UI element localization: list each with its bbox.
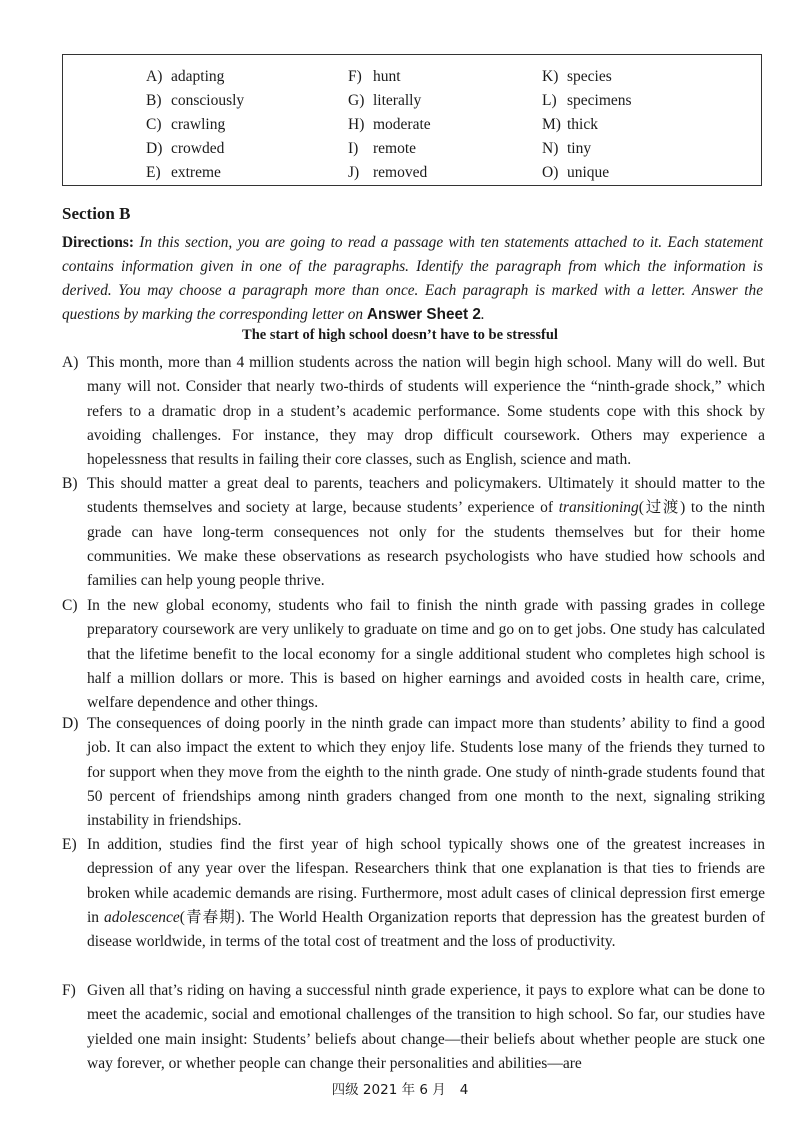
section-title: Section B (62, 204, 131, 223)
word-option: C) crawling (146, 116, 226, 133)
directions: Directions: In this section, you are going to read a passage with ten statements attached to it. Each statement contains information given in one of the paragraphs. Identify the paragraph from which the information is derived. You may choose a paragraph more than once. Each paragraph is marked with a letter. Answer the questions by marking the corresponding letter on Answer Sheet 2. (62, 234, 763, 323)
word-option: J) removed (348, 164, 428, 181)
word-option: K) species (542, 68, 612, 85)
chinese-gloss: (青春期) (179, 908, 242, 926)
paragraph-letter: E) (62, 836, 77, 853)
word-bank-box (62, 54, 762, 186)
word-bank-column-2 (348, 65, 431, 185)
paragraph-e (62, 833, 765, 954)
page-number: 4 (459, 1082, 469, 1098)
directions-label: Directions: (62, 234, 134, 251)
paragraph-letter: D) (62, 715, 79, 732)
word-option: O) unique (542, 164, 610, 181)
word-option: L) specimens (542, 92, 632, 109)
word-option: H) moderate (348, 116, 431, 133)
paragraph-letter: B) (62, 475, 78, 492)
paragraph-f (62, 979, 765, 1076)
word-option: D) crowded (146, 140, 225, 157)
exam-label: 四级 2021 年 6 月 (331, 1082, 446, 1098)
word-bank-column-3 (542, 65, 632, 185)
answer-sheet-label: Answer Sheet 2 (366, 306, 481, 323)
paragraph-letter: A) (62, 354, 79, 371)
word-option: N) tiny (542, 140, 592, 157)
word-option: I) remote (348, 140, 417, 157)
word-bank-column-1 (146, 65, 244, 185)
paragraph-text: Given all that’s riding on having a successful ninth grade experience, it pays to explore what can be done to meet the academic, social and emotional challenges of the transition to high school. So far, our studies have yielded one main insight: Students’ beliefs about change—their beliefs about whether people are stuck one way forever, or whether people can change their personalities and abilities—are (87, 982, 765, 1072)
paragraph-d (62, 712, 765, 833)
word-option: E) extreme (146, 164, 221, 181)
paragraph-letter: F) (62, 982, 76, 999)
paragraph-text: The consequences of doing poorly in the ninth grade can impact more than students’ ability to find a good job. It can also impact the extent to which they enjoy life. Students lose many of the friends they turned to for support when they move from the eighth to the ninth grade. One study of ninth-grade students found that 50 percent of friendships among ninth graders changed from one month to the next, signaling striking instability in friendships. (87, 715, 765, 830)
paragraph-text: In the new global economy, students who fail to finish the ninth grade with passing grades in college preparatory coursework are very unlikely to graduate on time and go on to get jobs. One study has calculated that the lifetime benefit to the local economy for a single additional student who completes high school is half a million dollars or more. This is based on higher earnings and avoided costs in health care, crime, welfare dependence and other things. (87, 597, 765, 712)
word-option: M) thick (542, 116, 598, 133)
directions-text: In this section, you are going to read a passage with ten statements attached to it. Each statement contains information given in one of the paragraphs. Identify the paragraph from which the information is derived. You may choose a paragraph more than once. Each paragraph is marked with a letter. Answer the questions by marking the corresponding letter on (62, 234, 763, 323)
paragraph-c (62, 594, 765, 715)
chinese-gloss: (过渡) (638, 499, 686, 517)
paragraph-text: This should matter a great deal to parents, teachers and policymakers. Ultimately it should matter to the students themselves and society at large, because students’ experience of transitioning(过渡) to the ninth grade can have long-term consequences not only for the students themselves but for their home communities. We make these observations as research psychologists who have studied how schools and families can help young people thrive. (87, 475, 766, 590)
word-option: G) literally (348, 92, 422, 109)
word-option: B) consciously (146, 92, 245, 109)
paragraph-letter: C) (62, 597, 78, 614)
paragraph-text: In addition, studies find the first year of high school typically shows one of the greatest increases in depression of any year over the lifespan. Researchers think that one explanation is that ties to friends are broken while academic demands are rising. Furthermore, most adult cases of clinical depression first emerge in adolescence(青春期). The World Health Organization reports that depression has the greatest burden of disease worldwide, in terms of the total cost of treatment and the loss of productivity. (87, 836, 765, 951)
paragraph-b (62, 472, 765, 593)
page-footer (0, 1078, 800, 1098)
word-option: A) adapting (146, 68, 225, 85)
word-option: F) hunt (348, 68, 401, 85)
passage-title: The start of high school doesn’t have to be stressful (242, 327, 558, 343)
paragraph-text: This month, more than 4 million students across the nation will begin high school. Many will do well. But many will not. Consider that nearly two-thirds of students will experience the “ninth-grade shock,” which refers to a dramatic drop in a student’s academic performance. Some students cope with this shock by avoiding challenges. For instance, they may drop difficult coursework. Others may experience a hopelessness that results in failing their core classes, such as English, science and math. (87, 354, 765, 469)
paragraph-a (62, 351, 765, 472)
